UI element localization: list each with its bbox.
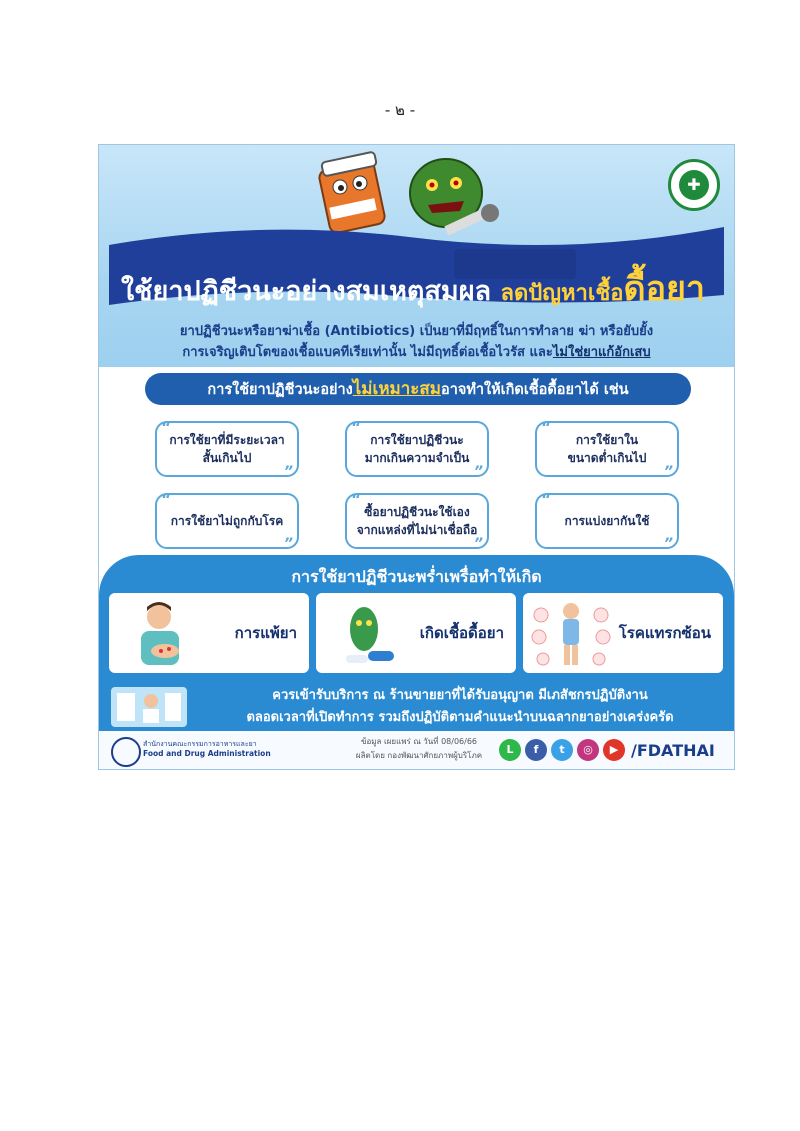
youtube-icon[interactable]: ▶ <box>603 739 625 761</box>
effect-label: การแพ้ยา <box>234 624 297 642</box>
credit-text <box>339 735 499 763</box>
effect-label: โรคแทรกซ้อน <box>618 624 711 642</box>
close-quote: ” <box>663 464 673 480</box>
misuse-heading-emphasis: ไม่เหมาะสม <box>352 379 441 399</box>
pharmacy-icon <box>111 681 187 727</box>
close-quote: ” <box>473 536 483 552</box>
card-line-1: การใช้ยาที่มีระยะเวลา <box>169 433 285 447</box>
open-quote: “ <box>351 420 361 436</box>
instagram-icon[interactable]: ◎ <box>577 739 599 761</box>
open-quote: “ <box>351 492 361 508</box>
effect-label: เกิดเชื้อดื้อยา <box>419 624 504 642</box>
credit-line-2: ผลิตโดย กองพัฒนาศักยภาพผู้บริโภค <box>355 751 483 760</box>
complications-body-icon <box>529 597 613 669</box>
intro-line-2 <box>115 342 718 363</box>
intro-line-2-part1: การเจริญเติบโตของเชื้อแบคทีเรียเท่านั้น ไม่มีฤทธิ์ต่อเชื้อไวรัส และ <box>182 345 553 360</box>
misuse-card <box>155 492 299 552</box>
social-handle[interactable]: /FDATHAI <box>631 740 715 760</box>
card-line-1: การแบ่งยากันใช้ <box>564 514 650 528</box>
germ-icon <box>338 601 398 667</box>
open-quote: “ <box>541 420 551 436</box>
advice-line-1: ควรเข้ารับบริการ ณ ร้านขายยาที่ได้รับอนุญาต มีเภสัชกรปฏิบัติงาน <box>272 688 648 703</box>
line-icon[interactable]: L <box>499 739 521 761</box>
intro-text <box>115 321 718 363</box>
close-quote: ” <box>283 536 293 552</box>
advice-text <box>195 685 725 729</box>
twitter-icon[interactable]: t <box>551 739 573 761</box>
fda-logo <box>111 737 141 767</box>
effect-card-resistance <box>316 593 516 673</box>
card-line-2: สั้นเกินไป <box>202 451 252 465</box>
card-line-1: การใช้ยาปฏิชีวนะ <box>370 433 464 447</box>
fda-name-english: Food and Drug Administration <box>143 749 271 758</box>
page-number: - ๒ - <box>384 101 416 119</box>
open-quote: “ <box>161 420 171 436</box>
allergy-person-icon <box>131 599 191 669</box>
card-line-2: ขนาดต่ำเกินไป <box>567 451 647 465</box>
intro-line-2-emphasis: ไม่ใช่ยาแก้อักเสบ <box>552 345 651 360</box>
open-quote: “ <box>541 492 551 508</box>
ministry-of-public-health-logo: ✚ <box>668 159 720 211</box>
title-emphasis: ดื้อยา <box>623 269 705 309</box>
misuse-card <box>535 492 679 552</box>
effect-card-complications <box>523 593 723 673</box>
card-line-2: จากแหล่งที่ไม่น่าเชื่อถือ <box>356 523 478 537</box>
poster-footer <box>99 731 734 769</box>
misuse-card <box>155 420 299 480</box>
misuse-heading-suffix: อาจทำให้เกิดเชื้อดื้อยาได้ เช่น <box>441 382 629 398</box>
intro-line-1: ยาปฏิชีวนะหรือยาฆ่าเชื้อ (Antibiotics) เป็นยาที่มีฤทธิ์ในการทำลาย ฆ่า หรือยับยั้ง <box>179 324 654 339</box>
card-line-2: มากเกินความจำเป็น <box>364 451 470 465</box>
advice-line-2: ตลอดเวลาที่เปิดทำการ รวมถึงปฏิบัติตามคำแนะนำบนฉลากยาอย่างเคร่งครัด <box>246 710 674 725</box>
misuse-card <box>345 420 489 480</box>
close-quote: ” <box>663 536 673 552</box>
title-main: ใช้ยาปฏิชีวนะอย่างสมเหตุสมผล <box>121 276 492 307</box>
antibiotics-poster <box>98 144 735 770</box>
close-quote: ” <box>283 464 293 480</box>
consequences-heading: การใช้ยาปฏิชีวนะพร่ำเพรื่อทำให้เกิด <box>291 567 542 586</box>
misuse-card <box>345 492 489 552</box>
close-quote: ” <box>473 464 483 480</box>
title-accent: ลดปัญหาเชื้อ <box>500 281 624 306</box>
misuse-section-heading <box>145 373 691 405</box>
facebook-icon[interactable]: f <box>525 739 547 761</box>
card-line-1: การใช้ยาใน <box>575 433 639 447</box>
misuse-card <box>535 420 679 480</box>
misuse-heading-prefix: การใช้ยาปฏิชีวนะอย่าง <box>207 382 353 398</box>
credit-line-1: ข้อมูล เผยแพร่ ณ วันที่ 08/06/66 <box>360 737 478 746</box>
card-line-1: ซื้อยาปฏิชีวนะใช้เอง <box>364 505 470 519</box>
open-quote: “ <box>161 492 171 508</box>
effect-card-allergy <box>109 593 309 673</box>
social-media-links <box>499 737 715 763</box>
poster-title <box>121 261 721 309</box>
fda-name-thai: สำนักงานคณะกรรมการอาหารและยา <box>143 740 257 748</box>
card-line-1: การใช้ยาไม่ถูกกับโรค <box>170 514 284 528</box>
